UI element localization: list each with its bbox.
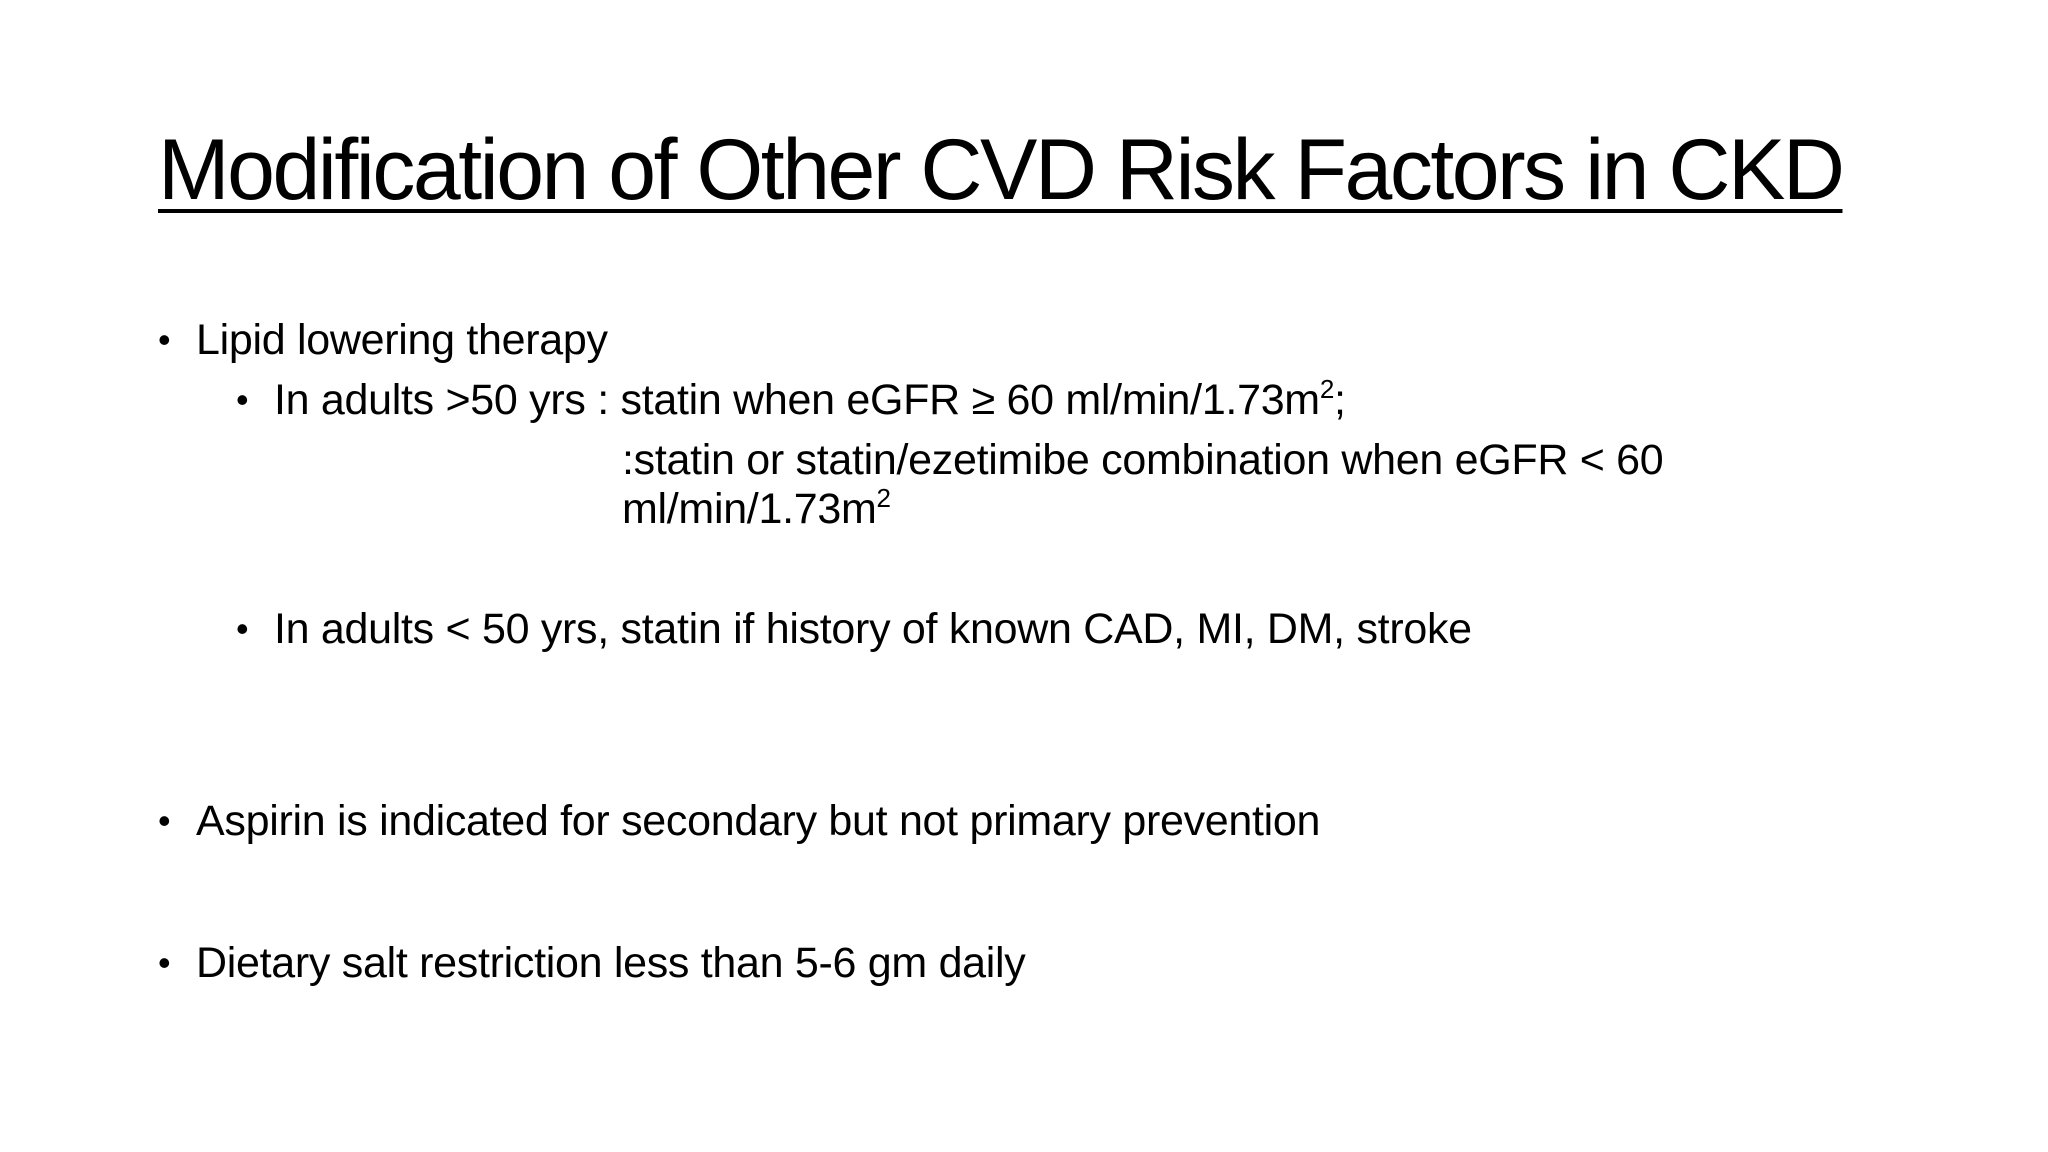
bullet-marker: •	[158, 942, 171, 983]
list-item-lipid-lowering: Lipid lowering therapy	[196, 316, 608, 364]
slide-title: Modification of Other CVD Risk Factors in CKD	[158, 122, 1843, 218]
sub-bullet-marker: •	[236, 608, 249, 649]
sub-item-continuation-line2	[622, 484, 891, 534]
sub-item-adults-under-50: In adults < 50 yrs, statin if history of known CAD, MI, DM, stroke	[274, 605, 1472, 653]
continuation-unit: ml/min/1.73m	[622, 485, 877, 533]
superscript: 2	[876, 483, 891, 513]
list-item-aspirin: Aspirin is indicated for secondary but not primary prevention	[196, 797, 1321, 845]
sub-item-continuation-line1: :statin or statin/ezetimibe combination when eGFR < 60	[622, 436, 1664, 484]
sub-item-adults-over-50	[274, 375, 1346, 425]
sub-bullet-marker: •	[236, 379, 249, 420]
superscript: 2	[1319, 374, 1334, 404]
sub-item-adults-over-50-suffix: ;	[1334, 376, 1346, 424]
bullet-marker: •	[158, 319, 171, 360]
sub-item-adults-over-50-text: In adults >50 yrs : statin when eGFR ≥ 60 ml/min/1.73m	[274, 376, 1320, 424]
bullet-marker: •	[158, 800, 171, 841]
list-item-dietary-salt: Dietary salt restriction less than 5-6 gm daily	[196, 939, 1026, 987]
